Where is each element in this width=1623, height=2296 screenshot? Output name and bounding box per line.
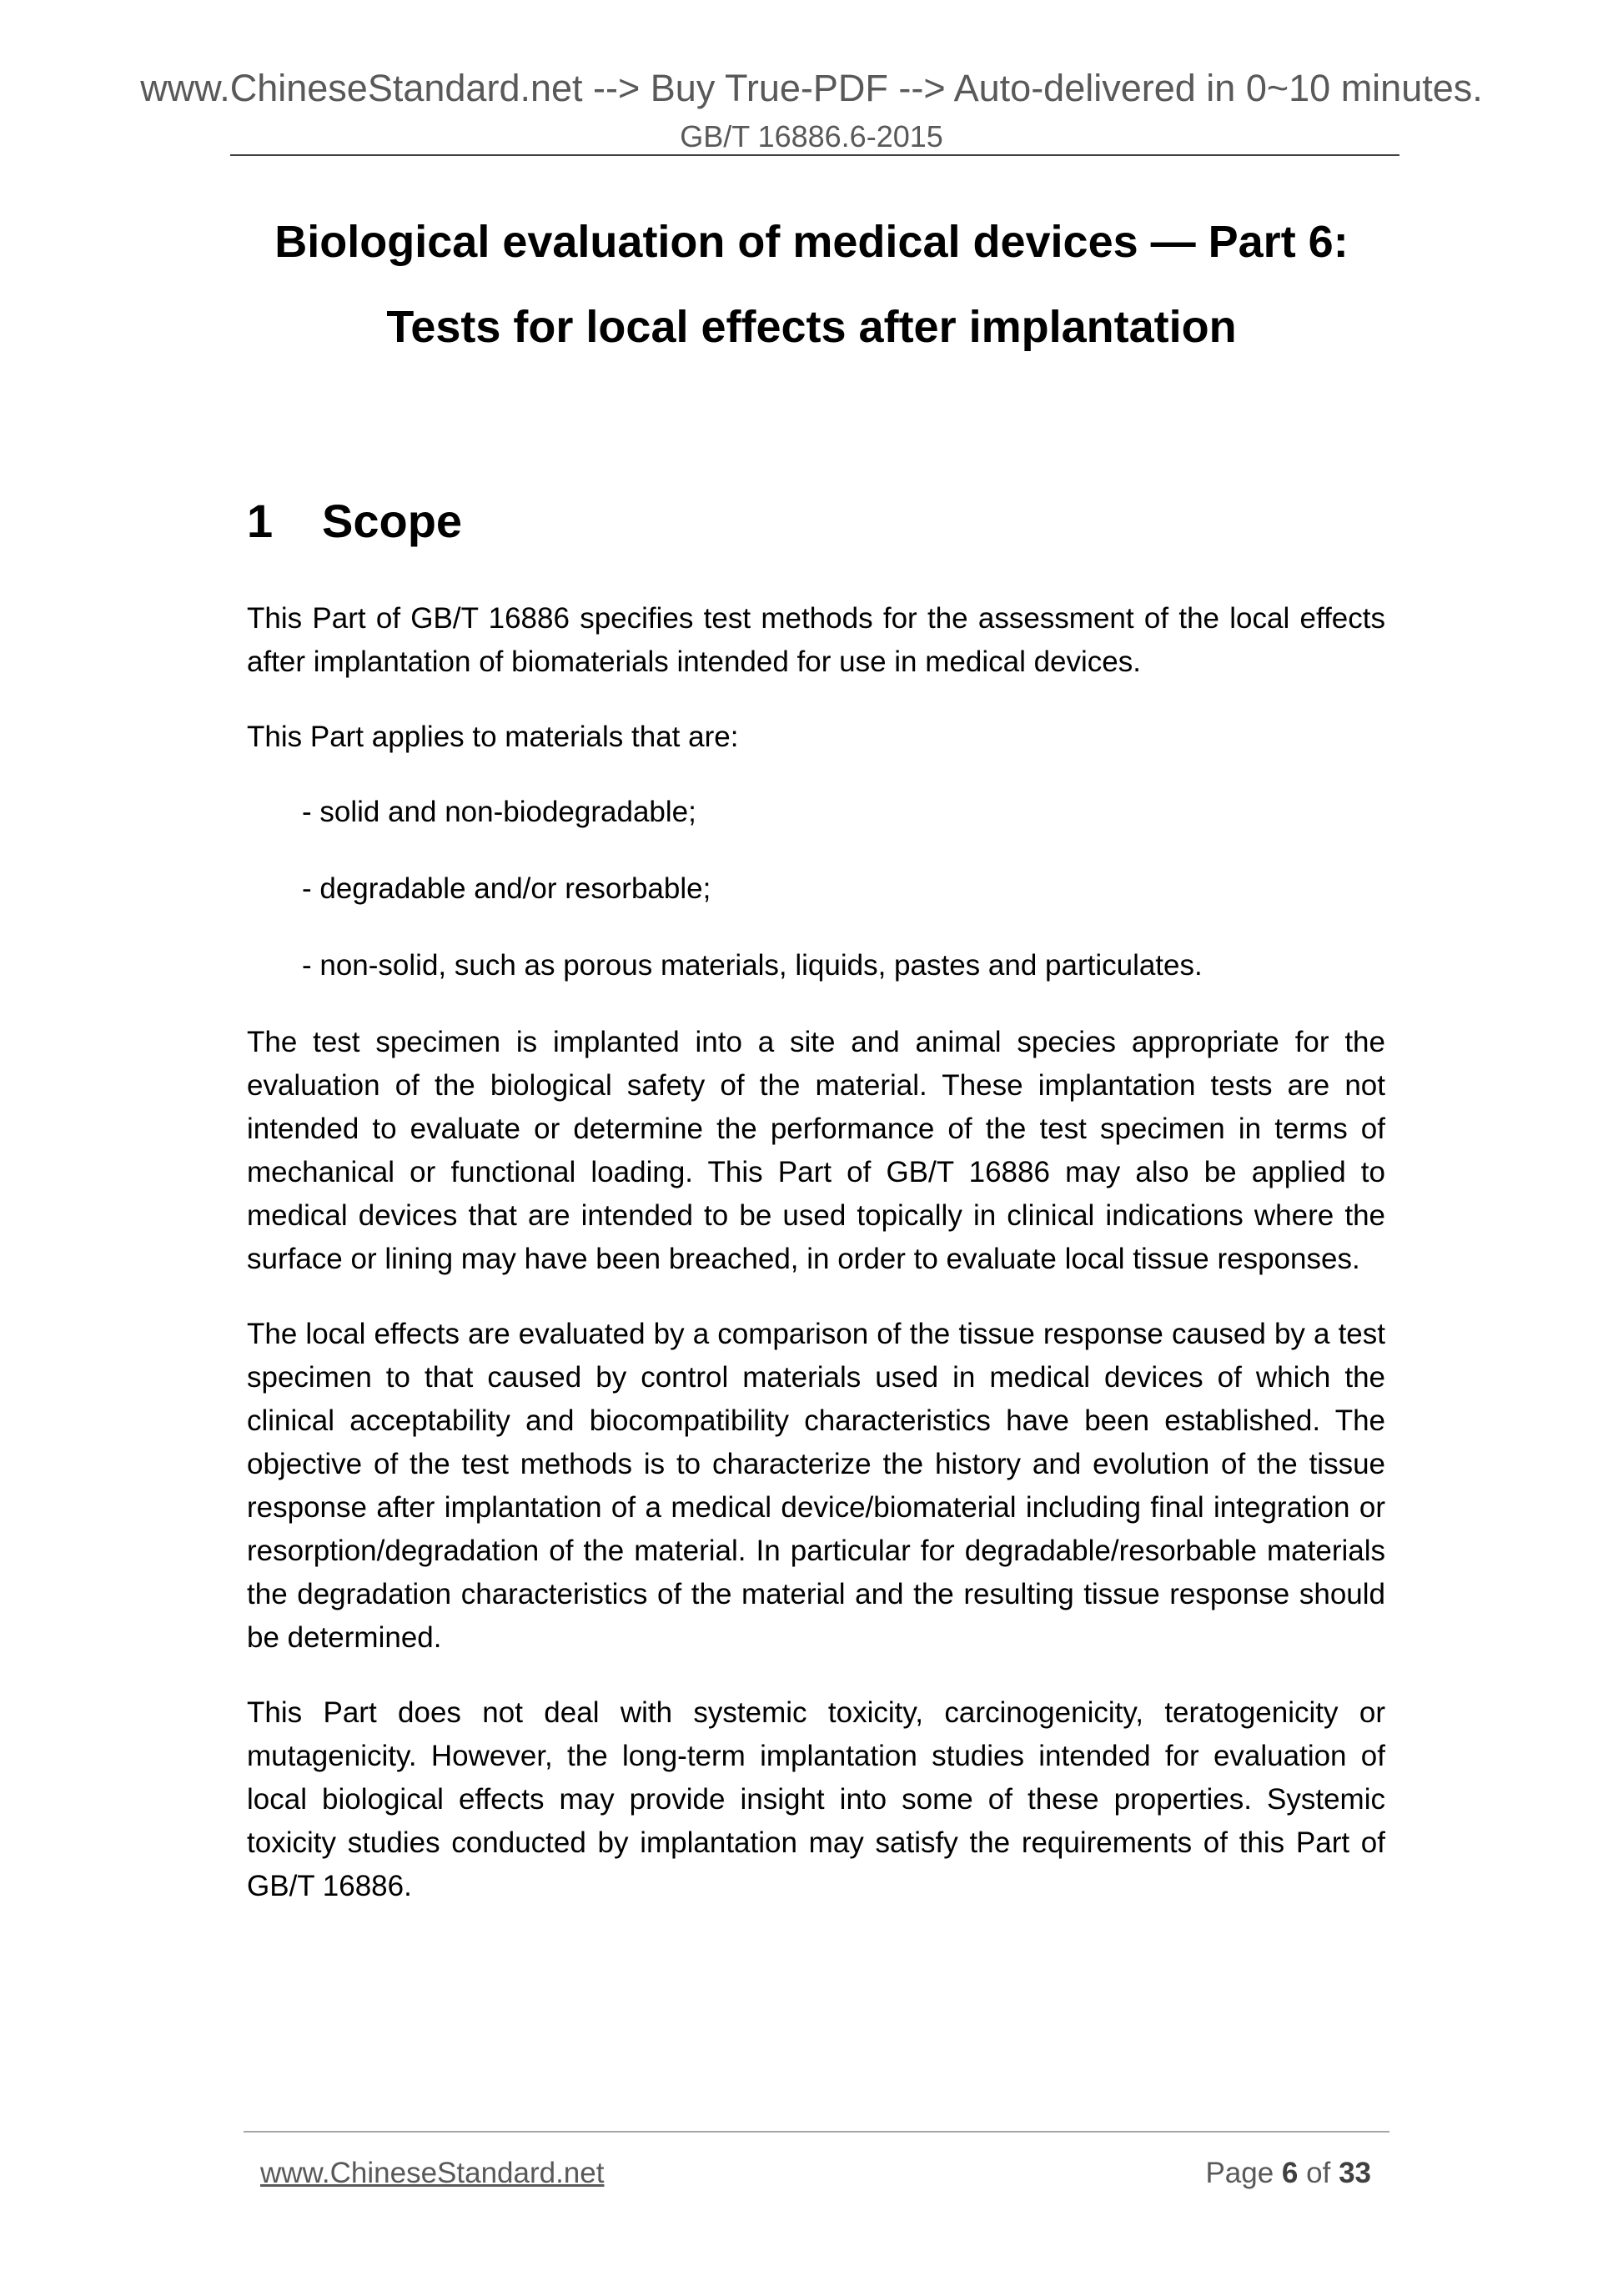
section-body [247,597,1385,1942]
paragraph-applies-to: This Part applies to materials that are: [247,721,739,753]
paragraph-test-specimen: The test specimen is implanted into a site and animal species appropriate for the evaluation of the biological safety of the material. These implantation tests are not intended to evaluate or determine the performance of the test specimen in terms of mechanical or functional loading. This Part of GB/T 16886 may also be applied to medical devices that are intended to be used topically in clinical indications where the surface or lining may have been breached, in order to evaluate local tissue responses. [247,1026,1385,1275]
paragraph-scope-intro: This Part of GB/T 16886 specifies test methods for the assessment of the local effects after implantation of biomaterials intended for use in medical devices. [247,602,1385,678]
section-heading [247,492,462,550]
total-pages: 33 [1339,2157,1371,2189]
list-item: - solid and non-biodegradable; [302,796,696,828]
section-title: Scope [322,495,463,547]
page-header [0,65,1623,157]
header-divider [230,154,1399,156]
document-title-line-2: Tests for local effects after implantation [386,302,1237,352]
page-of-label: of [1306,2157,1331,2189]
page-number [1205,2153,1371,2193]
document-title-line-1: Biological evaluation of medical devices — Part 6: [274,217,1349,267]
current-page: 6 [1281,2157,1299,2189]
list-item: - degradable and/or resorbable; [302,872,711,905]
section-number: 1 [247,495,274,547]
header-banner: www.ChineseStandard.net --> Buy True-PDF --> Auto-delivered in 0~10 minutes. [140,67,1483,109]
page-label: Page [1205,2157,1274,2189]
paragraph-exclusions: This Part does not deal with systemic toxicity, carcinogenicity, teratogenicity or mutagenicity. However, the long-term implantation studies intended for evaluation of local biological effects may provide insight into some of these properties. Systemic toxicity studies conducted by implantation may satisfy the requirements of this Part of GB/T 16886. [247,1696,1385,1902]
footer-divider [244,2131,1389,2133]
standard-code: GB/T 16886.6-2015 [680,119,943,153]
footer-site-link[interactable]: www.ChineseStandard.net [260,2157,605,2189]
list-item: - non-solid, such as porous materials, liquids, pastes and particulates. [302,949,1203,982]
paragraph-local-effects: The local effects are evaluated by a comparison of the tissue response caused by a test specimen to that caused by control materials used in medical devices of which the clinical acceptability and biocompatibility characteristics have been established. The objective of the test methods is to characterize the history and evolution of the tissue response after implantation of a medical device/biomaterial including final integration or resorption/degradation of the material. In particular for degradable/resorbable materials the degradation characteristics of the material and the resulting tissue response should be determined. [247,1318,1385,1654]
